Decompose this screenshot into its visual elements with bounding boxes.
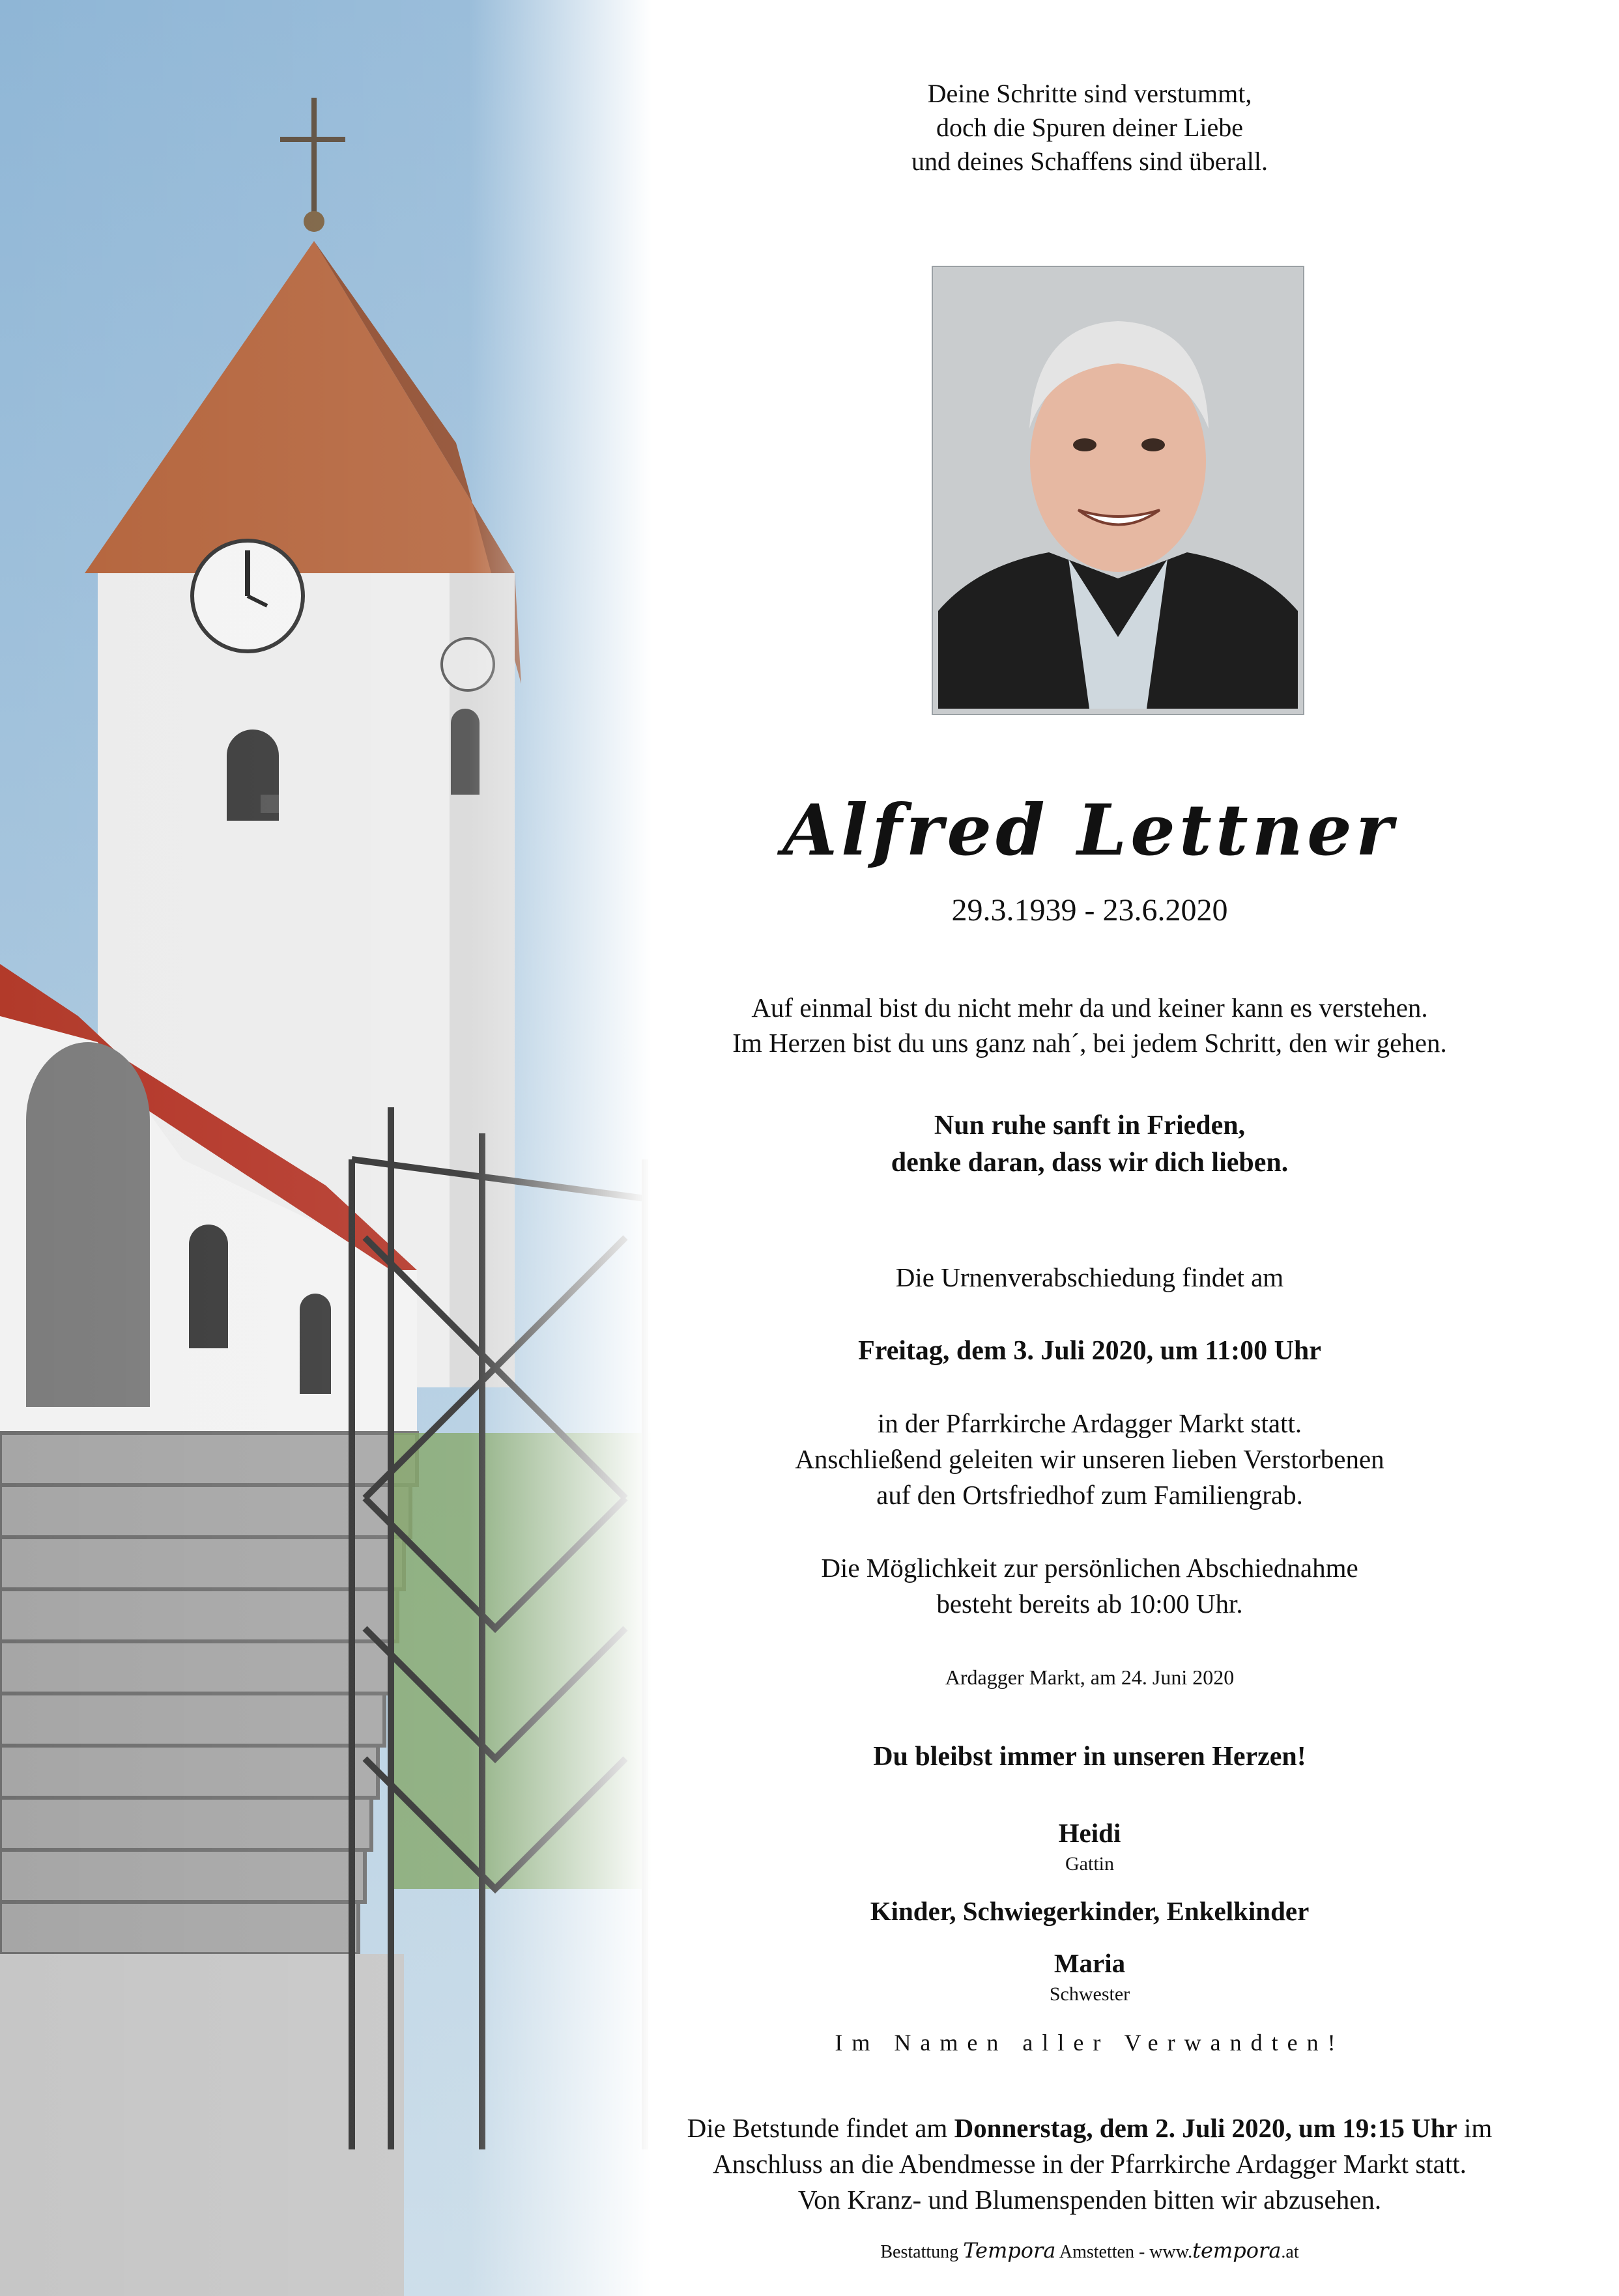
footer-text: Bestattung <box>880 2242 964 2262</box>
place-date: Ardagger Markt, am 24. Juni 2020 <box>945 1665 1235 1689</box>
motto <box>560 77 1619 178</box>
mourner-name: Kinder, Schwiegerkinder, Enkelkinder <box>870 1896 1310 1926</box>
prayer-datetime: Donnerstag, dem 2. Juli 2020, um 19:15 Uhr <box>954 2113 1457 2143</box>
deceased-name: Alfred Lettner <box>782 789 1397 872</box>
ceremony-datetime: Freitag, dem 3. Juli 2020, um 11:00 Uhr <box>858 1336 1321 1366</box>
prayer-text: Die Betstunde findet am <box>687 2113 954 2143</box>
farewell-line: Die Möglichkeit zur persönlichen Abschiednahme <box>821 1553 1358 1583</box>
farewell-info <box>560 1550 1619 1622</box>
ceremony-intro: Die Urnenverabschiedung findet am <box>895 1262 1284 1292</box>
place-line: Anschließend geleiten wir unseren lieben Verstorbenen <box>795 1444 1384 1474</box>
mourner-relation: Gattin <box>1065 1853 1114 1875</box>
verse-line: Auf einmal bist du nicht mehr da und keiner kann es verstehen. <box>751 993 1428 1023</box>
farewell-line: besteht bereits ab 10:00 Uhr. <box>936 1589 1243 1619</box>
footer-credit <box>560 2238 1619 2263</box>
church-painting <box>0 0 652 2296</box>
footer-text: Amstetten - www. <box>1055 2242 1193 2262</box>
rest-in-peace <box>560 1107 1619 1182</box>
portrait-photo <box>932 266 1304 715</box>
prayer-line <box>560 2110 1619 2146</box>
mourner-name: Heidi <box>1058 1818 1121 1848</box>
motto-line: Deine Schritte sind verstummt, <box>927 79 1252 108</box>
portrait-image <box>938 272 1298 709</box>
place-line: auf den Ortsfriedhof zum Familiengrab. <box>876 1480 1303 1510</box>
prayer-line: Von Kranz- und Blumenspenden bitten wir abzusehen. <box>797 2185 1382 2215</box>
footer-link-brand: tempora <box>1192 2238 1282 2263</box>
mourner-relation: Schwester <box>1049 1983 1130 2005</box>
rest-line: Nun ruhe sanft in Frieden, <box>934 1111 1246 1141</box>
prayer-info <box>560 2110 1619 2218</box>
footer-brand: Tempora <box>963 2238 1056 2263</box>
relatives-line: Im Namen aller Verwandten! <box>835 2030 1345 2056</box>
motto-line: doch die Spuren deiner Liebe <box>936 113 1243 142</box>
place-line: in der Pfarrkirche Ardagger Markt statt. <box>877 1408 1302 1438</box>
obituary-column <box>560 0 1619 2296</box>
prayer-line: Anschluss an die Abendmesse in der Pfarrkirche Ardagger Markt statt. <box>713 2149 1467 2179</box>
prayer-text: im <box>1457 2113 1493 2143</box>
motto-line: und deines Schaffens sind überall. <box>911 147 1268 176</box>
mourner-name: Maria <box>1053 1948 1126 1978</box>
footer-text: .at <box>1281 2242 1299 2262</box>
rest-line: denke daran, dass wir dich lieben. <box>891 1148 1289 1178</box>
ceremony-place <box>560 1406 1619 1513</box>
verse <box>560 990 1619 1060</box>
verse-line: Im Herzen bist du uns ganz nah´, bei jedem Schritt, den wir gehen. <box>732 1028 1447 1058</box>
heart-line: Du bleibst immer in unseren Herzen! <box>873 1742 1306 1772</box>
life-dates: 29.3.1939 - 23.6.2020 <box>951 893 1228 928</box>
